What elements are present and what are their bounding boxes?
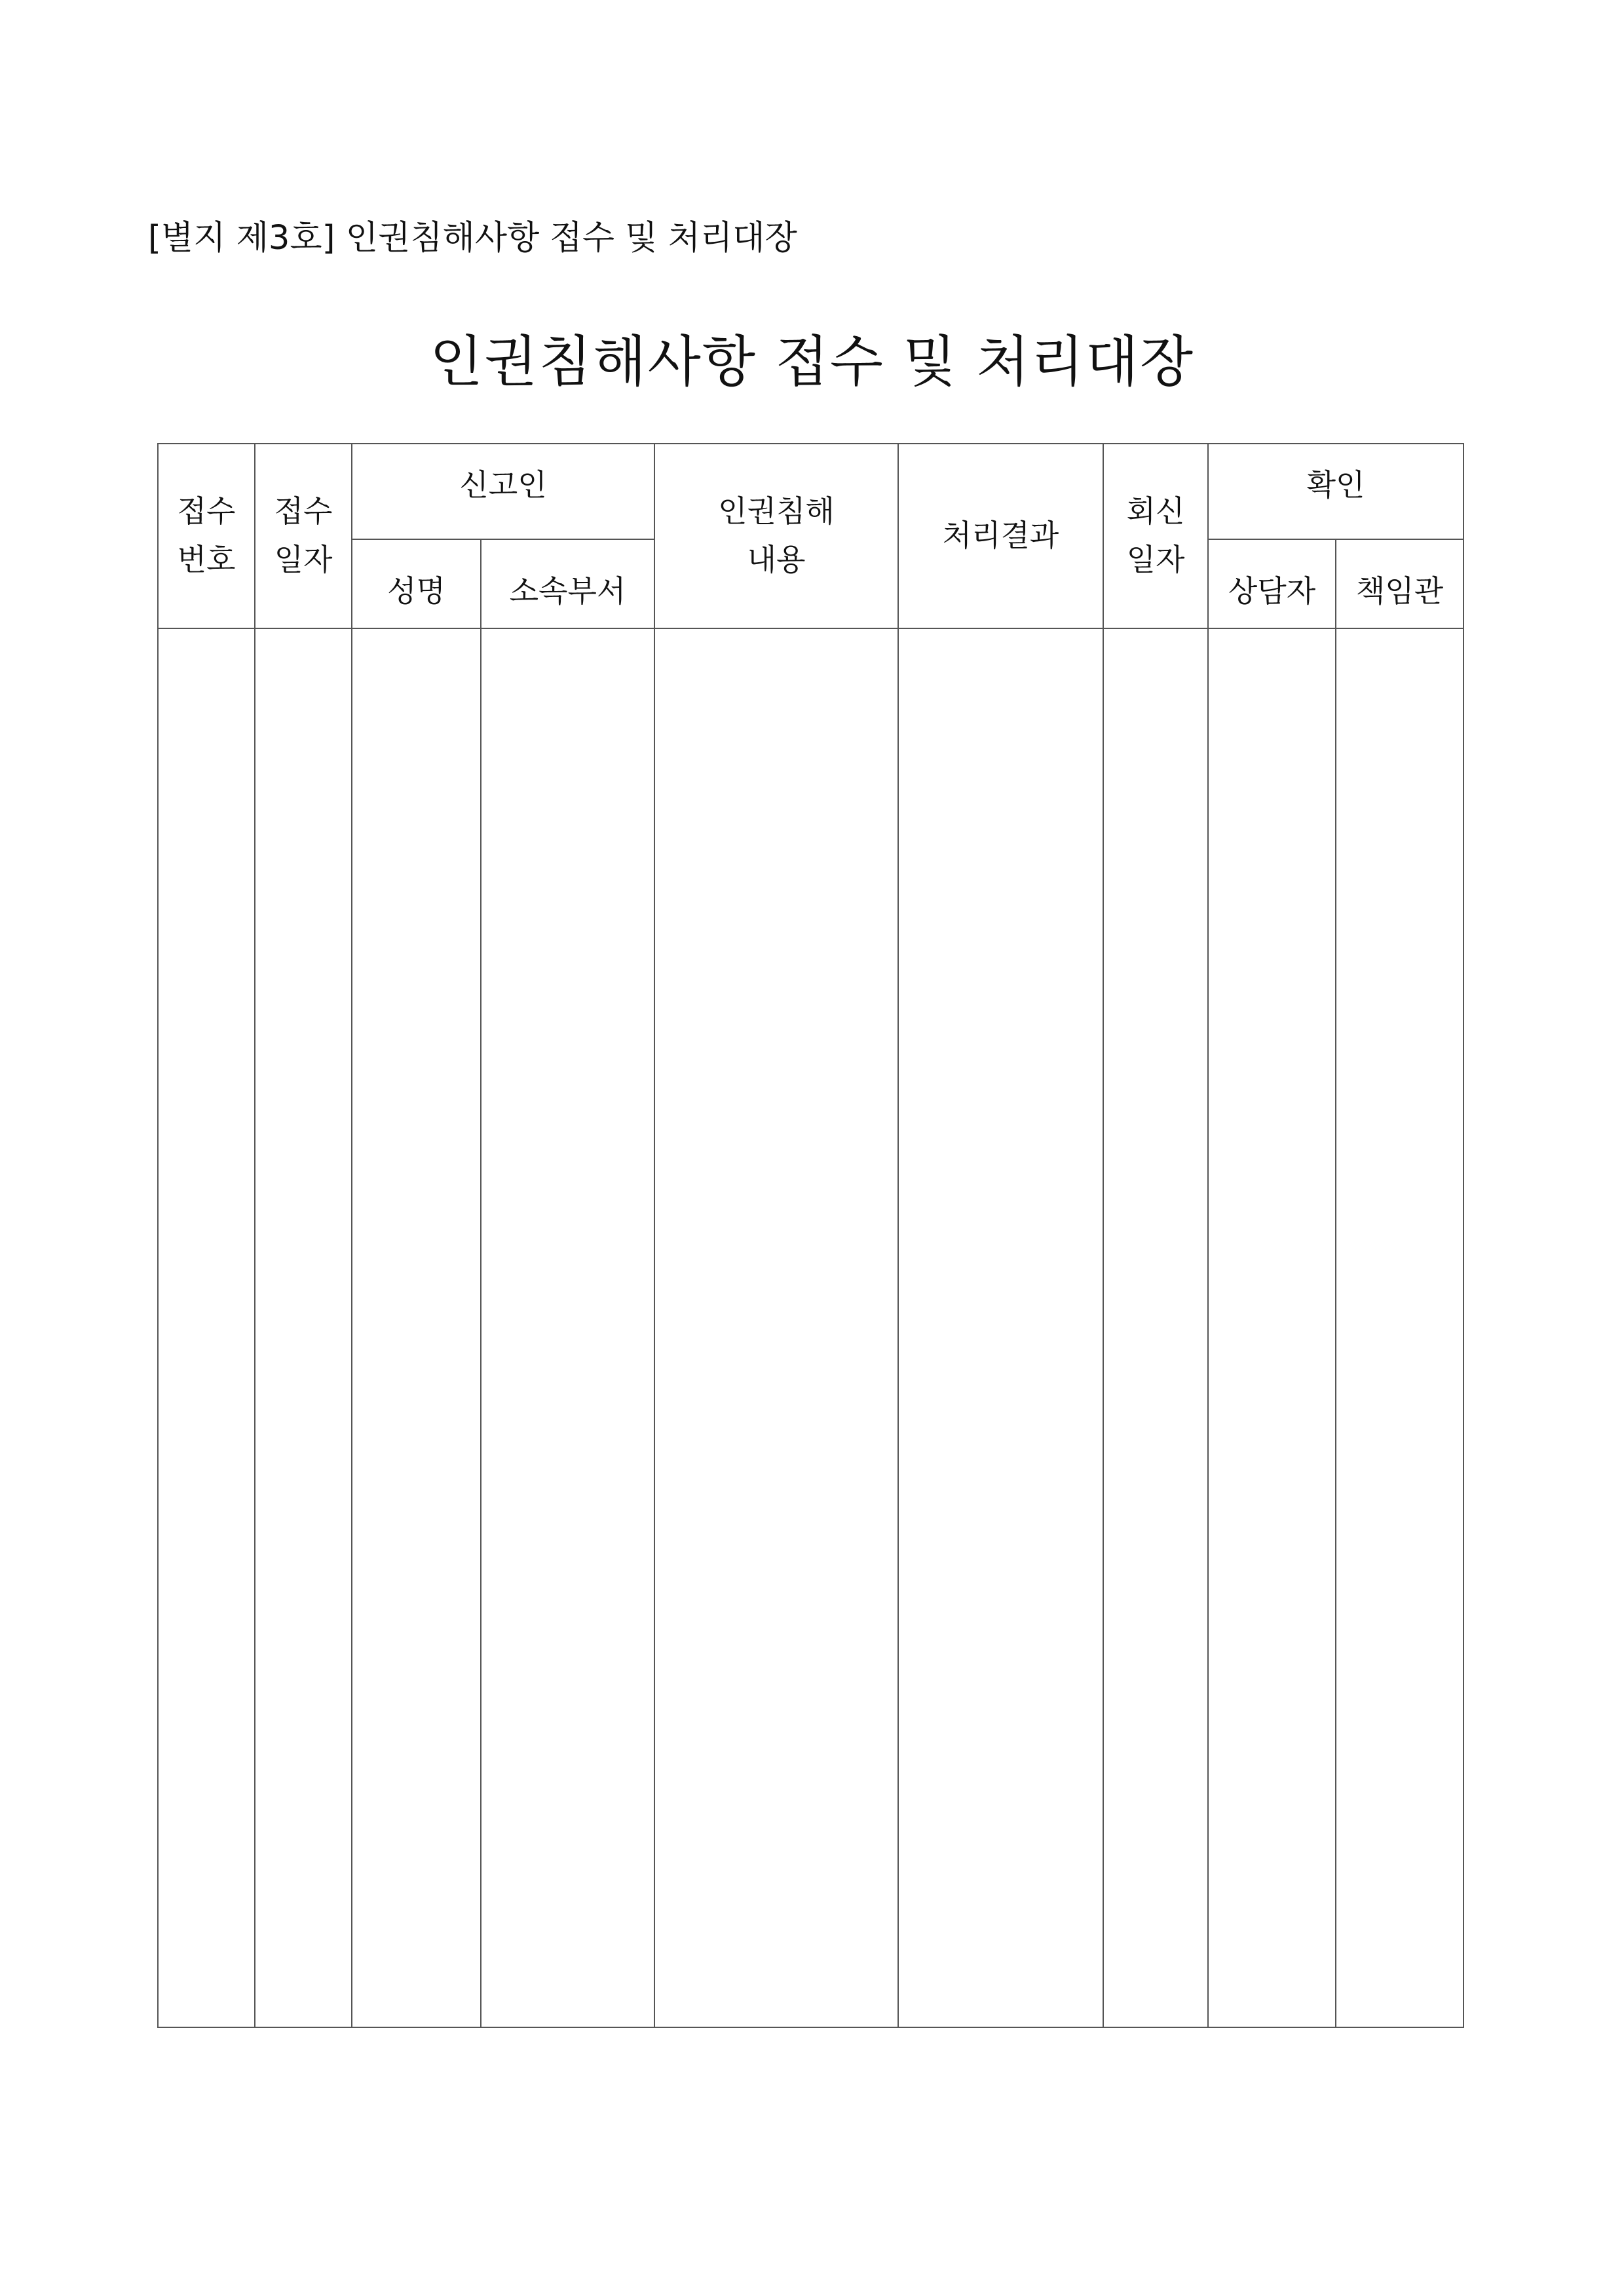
col-receipt-no xyxy=(158,444,255,628)
col-confirm-label: 확인 xyxy=(1306,467,1365,503)
col-reporter-name-label: 성명 xyxy=(387,573,445,609)
col-counselor xyxy=(1208,539,1336,628)
col-officer-label: 책임관 xyxy=(1355,573,1444,609)
col-receipt-no-line2: 번호 xyxy=(177,542,236,577)
col-receipt-no-line1: 접수 xyxy=(177,493,236,529)
table-body-row xyxy=(158,628,1463,2027)
col-counselor-label: 상담자 xyxy=(1228,573,1316,609)
col-reporter-dept xyxy=(481,539,654,628)
cell-reporter-dept[interactable] xyxy=(481,628,654,2027)
cell-receipt-date[interactable] xyxy=(255,628,352,2027)
col-content xyxy=(654,444,898,628)
col-reporter xyxy=(352,444,654,539)
col-reply-date xyxy=(1103,444,1208,628)
col-receipt-date-line1: 접수 xyxy=(274,493,333,529)
cell-reporter-name[interactable] xyxy=(352,628,481,2027)
col-reply-date-line2: 일자 xyxy=(1126,542,1185,577)
cell-receipt-no[interactable] xyxy=(158,628,255,2027)
col-content-line2: 내용 xyxy=(747,542,806,577)
ledger-table xyxy=(157,443,1464,2028)
cell-content[interactable] xyxy=(654,628,898,2027)
cell-result[interactable] xyxy=(898,628,1103,2027)
col-receipt-date xyxy=(255,444,352,628)
form-number-label: [별지 제3호] 인권침해사항 접수 및 처리대장 xyxy=(148,219,797,258)
cell-officer[interactable] xyxy=(1336,628,1463,2027)
cell-counselor[interactable] xyxy=(1208,628,1336,2027)
cell-reply-date[interactable] xyxy=(1103,628,1208,2027)
col-reporter-dept-label: 소속부서 xyxy=(509,573,626,609)
col-reporter-name xyxy=(352,539,481,628)
col-reply-date-line1: 회신 xyxy=(1126,493,1185,529)
col-reporter-label: 신고인 xyxy=(459,467,547,503)
header-row-top xyxy=(158,444,1463,539)
col-result-label: 처리결과 xyxy=(942,518,1059,554)
col-result xyxy=(898,444,1103,628)
col-officer xyxy=(1336,539,1463,628)
col-receipt-date-line2: 일자 xyxy=(274,542,333,577)
col-confirm xyxy=(1208,444,1463,539)
col-content-line1: 인권침해 xyxy=(718,493,835,529)
document-title: 인권침해사항 접수 및 처리대장 xyxy=(430,330,1194,394)
